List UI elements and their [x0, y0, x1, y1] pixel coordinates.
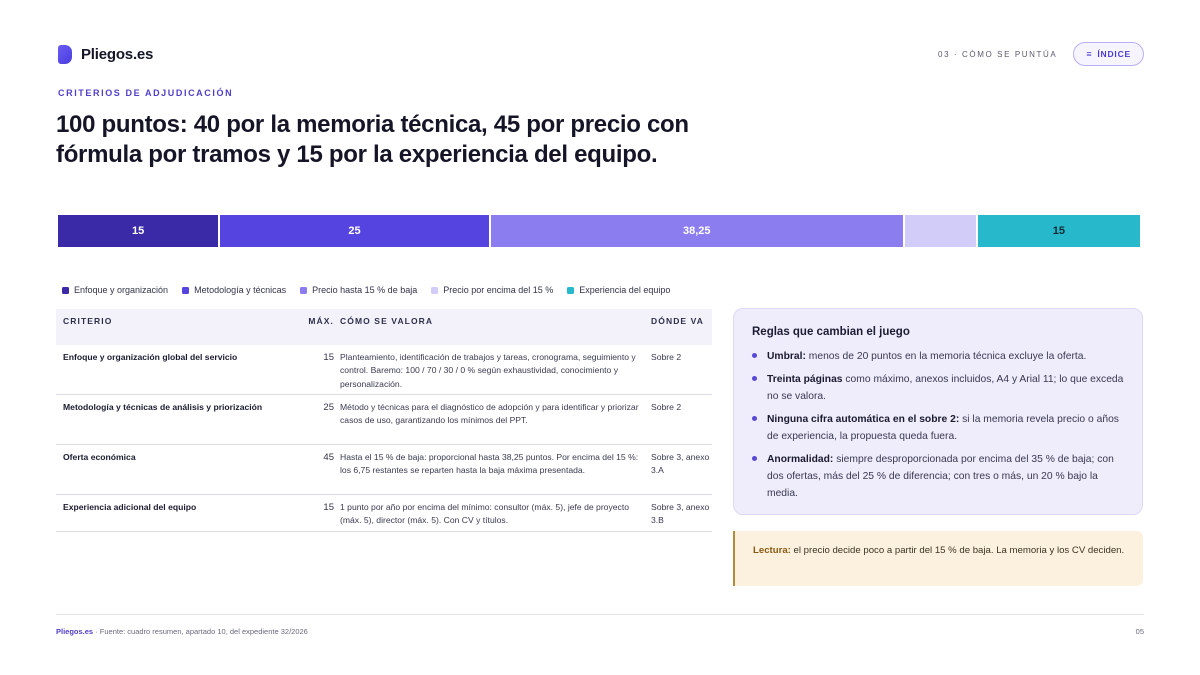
- rule-lead: Anormalidad:: [767, 454, 834, 465]
- header: [58, 42, 1144, 66]
- brand-name: Pliegos.es: [81, 45, 154, 63]
- legend-swatch: [62, 287, 69, 294]
- header-max: MÁX.: [308, 316, 334, 326]
- rule-text: [767, 451, 1124, 502]
- bar-data-label: 38,25: [682, 225, 711, 237]
- bullet-icon: [752, 416, 757, 421]
- bar-data-label: 15: [1052, 225, 1065, 237]
- legend-item: [182, 285, 286, 295]
- cell-criterio: Metodología y técnicas de análisis y priorización: [63, 402, 263, 412]
- footer-source-line: [56, 627, 308, 636]
- bar-segment: [58, 215, 218, 247]
- table-row: [56, 495, 712, 532]
- rule-body: menos de 20 puntos en la memoria técnica excluye la oferta.: [805, 351, 1087, 362]
- table-row: [56, 395, 712, 445]
- legend-label: Enfoque y organización: [74, 285, 169, 295]
- bar-segment: [978, 215, 1140, 247]
- legend-label: Precio por encima del 15 %: [443, 285, 554, 295]
- bullet-icon: [752, 376, 757, 381]
- legend-item: [300, 285, 417, 295]
- rule-body: si la memoria revela precio o años de experiencia, la propuesta queda fuera.: [767, 414, 1119, 442]
- cell-como: Método y técnicas para el diagnóstico de adopción y para identificar y priorizar casos de uso, garantizando los mínimos del PPT.: [340, 402, 639, 426]
- rules-title: Reglas que cambian el juego: [752, 326, 910, 338]
- rule-item: [752, 411, 1124, 445]
- legend-label: Experiencia del equipo: [579, 285, 671, 295]
- legend-swatch: [431, 287, 438, 294]
- rule-item: [752, 451, 1124, 502]
- bar-data-label: 25: [348, 225, 361, 237]
- cell-criterio: Enfoque y organización global del servicio: [63, 352, 238, 362]
- cell-como: Hasta el 15 % de baja: proporcional hasta 38,25 puntos. Por encima del 15 %: los 6,75 restantes se reparten hasta la baja máxima presentada.: [340, 452, 639, 476]
- bullet-icon: [752, 456, 757, 461]
- rule-text: [767, 411, 1124, 445]
- cell-max: 15: [323, 502, 334, 513]
- rule-text: [767, 371, 1124, 405]
- cell-como: 1 punto por año por encima del mínimo: consultor (máx. 5), jefe de proyecto (máx. 5), director (máx. 5). Con CV y títulos.: [340, 502, 629, 526]
- criteria-table: [56, 309, 712, 532]
- menu-icon: ≡: [1086, 49, 1093, 59]
- table-header: [56, 309, 712, 345]
- cell-como: Planteamiento, identificación de trabajos y tareas, cronograma, seguimiento y control. Baremo: 100 / 70 / 30 / 0 % según exhaustividad, conocimiento y personalización.: [340, 352, 636, 389]
- rule-lead: Treinta páginas: [767, 374, 843, 385]
- legend-label: Metodología y técnicas: [194, 285, 287, 295]
- legend-swatch: [182, 287, 189, 294]
- legend-swatch: [567, 287, 574, 294]
- legend-label: Precio hasta 15 % de baja: [312, 285, 418, 295]
- section-label: 03 · CÓMO SE PUNTÚA: [938, 49, 1058, 59]
- legend-item: [62, 285, 168, 295]
- note-text: el precio decide poco a partir del 15 % de baja. La memoria y los CV deciden.: [790, 545, 1125, 556]
- legend-item: [431, 285, 553, 295]
- kicker: CRITERIOS DE ADJUDICACIÓN: [58, 88, 234, 98]
- header-criterio: CRITERIO: [63, 316, 113, 326]
- logo-icon: [58, 45, 72, 64]
- footer-source: · Fuente: cuadro resumen, apartado 10, del expediente 32/2026: [93, 627, 308, 636]
- footer: [56, 627, 1144, 636]
- table-row: [56, 445, 712, 495]
- footer-brand: Pliegos.es: [56, 627, 94, 636]
- rule-item: [752, 371, 1124, 405]
- bullet-icon: [752, 353, 757, 358]
- page-title: 100 puntos: 40 por la memoria técnica, 45 por precio con fórmula por tramos y 15 por la experiencia del equipo.: [56, 111, 689, 168]
- cell-max: 45: [323, 452, 334, 463]
- legend-swatch: [300, 287, 307, 294]
- page-number: 05: [1135, 627, 1144, 636]
- cell-donde: Sobre 2: [651, 402, 682, 412]
- bar-segment: [220, 215, 489, 247]
- rule-item: [752, 348, 1124, 365]
- reading-note: [733, 531, 1143, 586]
- footer-divider: [56, 614, 1144, 615]
- rules-panel: [733, 308, 1143, 515]
- note-lead: Lectura:: [753, 545, 791, 556]
- header-donde: DÓNDE VA: [651, 316, 705, 326]
- rule-body: como máximo, anexos incluidos, A4 y Arial 11; lo que exceda no se valora.: [767, 374, 1124, 402]
- cell-criterio: Oferta económica: [63, 452, 136, 462]
- brand[interactable]: [58, 45, 153, 64]
- rule-lead: Umbral:: [767, 351, 806, 362]
- bar-segment: [491, 215, 903, 247]
- cell-donde: Sobre 2: [651, 352, 682, 362]
- index-button[interactable]: [1073, 42, 1144, 66]
- cell-donde: Sobre 3, anexo 3.B: [651, 502, 710, 526]
- table-row: [56, 345, 712, 395]
- rule-body: siempre desproporcionada por encima del 35 % de baja; con dos ofertas, más del 25 % de diferencia; con tres o más, un 20 % bajo la media.: [767, 454, 1114, 499]
- rule-lead: Ninguna cifra automática en el sobre 2:: [767, 414, 960, 425]
- index-label: ÍNDICE: [1097, 49, 1131, 59]
- chart-legend: [62, 285, 670, 295]
- cell-criterio: Experiencia adicional del equipo: [63, 502, 197, 512]
- cell-donde: Sobre 3, anexo 3.A: [651, 452, 710, 476]
- cell-max: 15: [323, 352, 334, 363]
- bar-data-label: 15: [132, 225, 145, 237]
- header-right: [938, 42, 1144, 66]
- header-como: CÓMO SE VALORA: [340, 316, 434, 326]
- bar-segment: [905, 215, 976, 247]
- legend-item: [567, 285, 670, 295]
- rule-text: [767, 348, 1086, 365]
- stacked-bar-chart: [58, 215, 1140, 247]
- cell-max: 25: [323, 402, 334, 413]
